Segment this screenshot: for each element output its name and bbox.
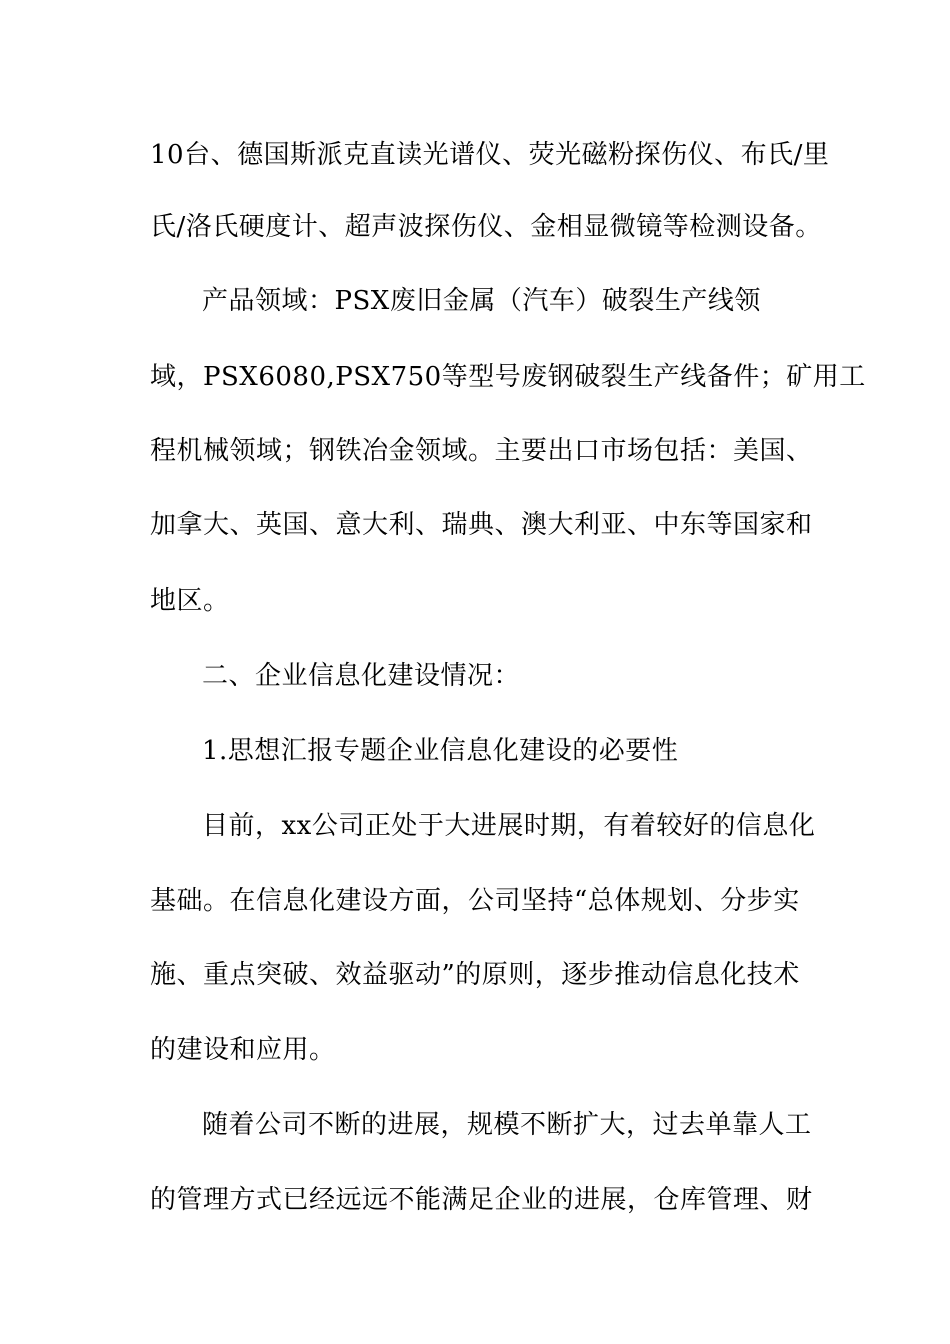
text-line: 目前，xx公司正处于大进展时期，有着较好的信息化 <box>202 811 816 841</box>
text-line: 地区。 <box>150 586 230 616</box>
text-line: 基础。在信息化建设方面，公司坚持“总体规划、分步实 <box>150 886 800 916</box>
text-line: 10台、德国斯派克直读光谱仪、荧光磁粉探伤仪、布氏/里 <box>150 140 830 170</box>
paragraph-heading-product-field: 产品领域：PSX废旧金属（汽车）破裂生产线领 <box>202 286 761 316</box>
text-line: 程机械领域；钢铁冶金领域。主要出口市场包括：美国、 <box>150 436 813 466</box>
text-line: 的管理方式已经远远不能满足企业的进展，仓库管理、财 <box>150 1185 813 1215</box>
subsection-heading: 1.思想汇报专题企业信息化建设的必要性 <box>202 736 679 766</box>
text-line: 氏/洛氏硬度计、超声波探伤仪、金相显微镜等检测设备。 <box>150 212 822 242</box>
text-line: 随着公司不断的进展，规模不断扩大，过去单靠人工 <box>202 1110 812 1140</box>
text-line: 的建设和应用。 <box>150 1035 336 1065</box>
text-line: 施、重点突破、效益驱动”的原则，逐步推动信息化技术 <box>150 960 800 990</box>
text-line: 域，PSX6080,PSX750等型号废钢破裂生产线备件；矿用工 <box>150 362 866 392</box>
text-line: 加拿大、英国、意大利、瑞典、澳大利亚、中东等国家和 <box>150 510 813 540</box>
section-heading: 二、企业信息化建设情况： <box>202 661 521 691</box>
